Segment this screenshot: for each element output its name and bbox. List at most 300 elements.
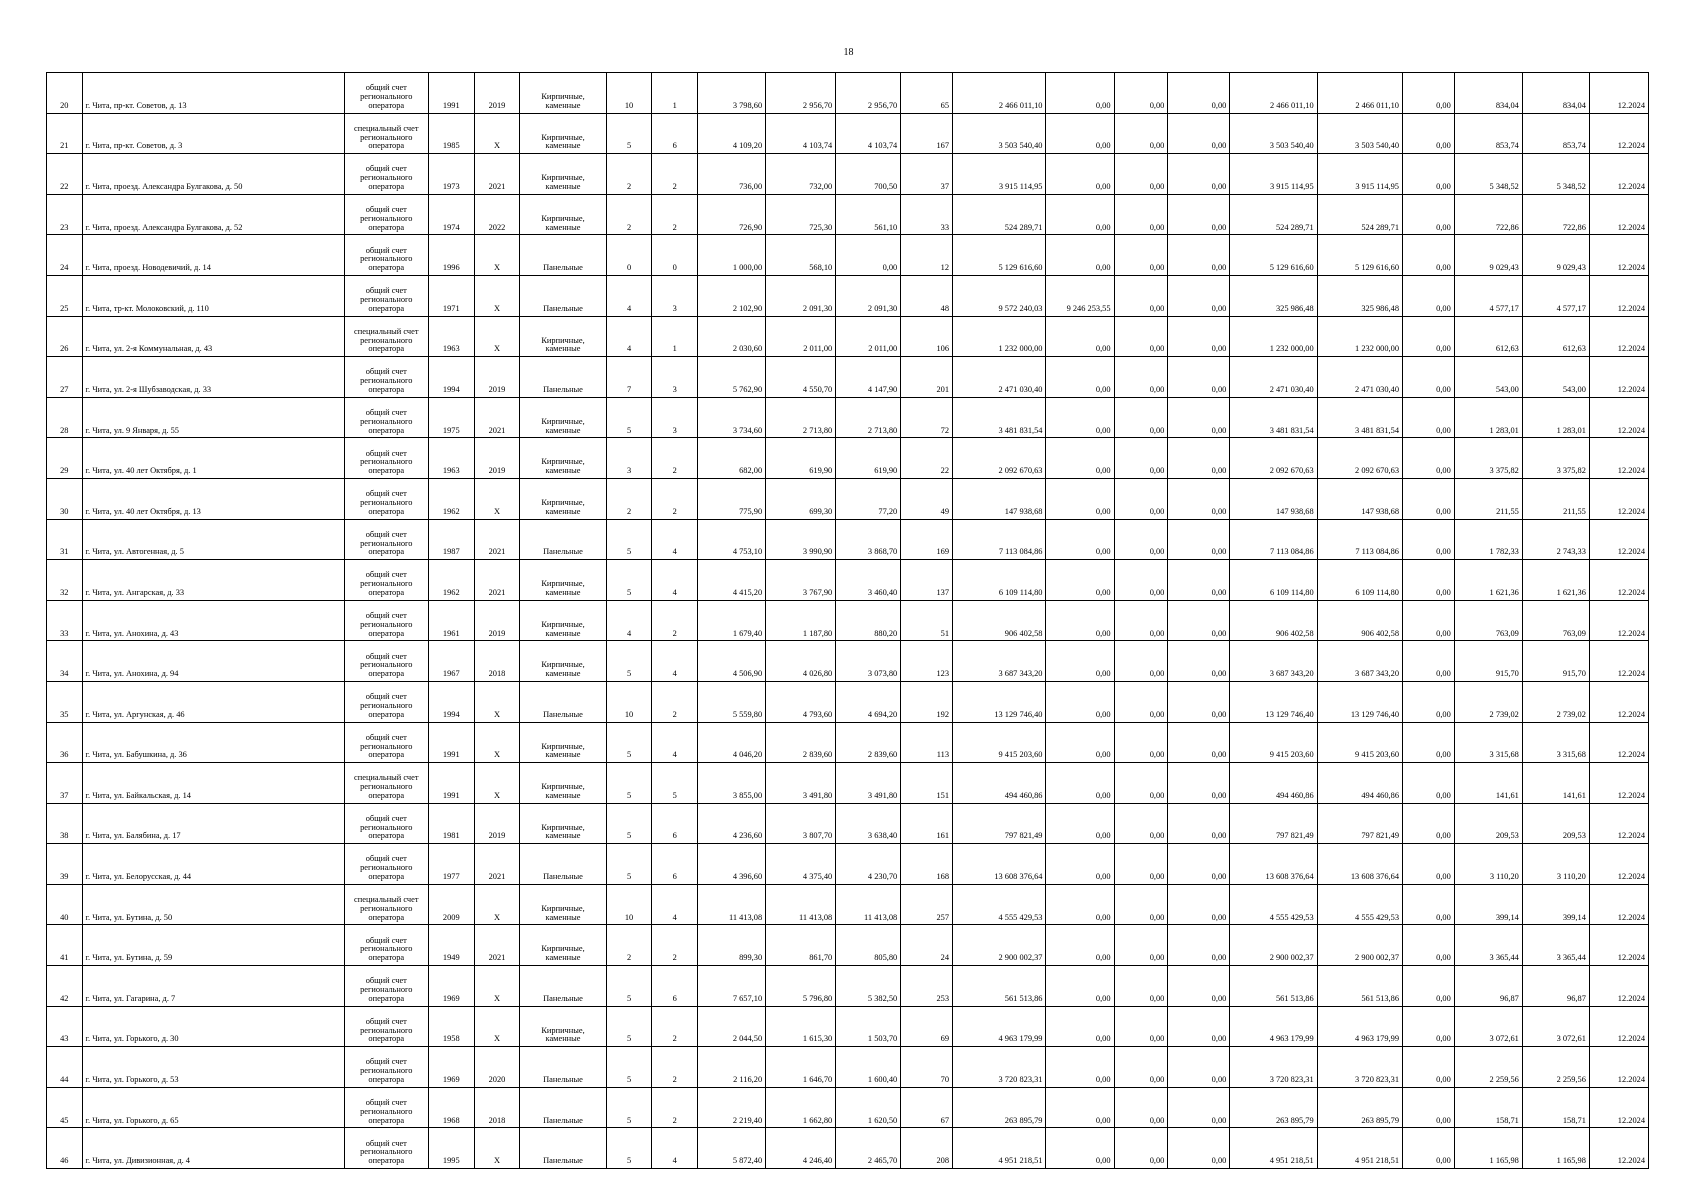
- unit-cost-cell: 211,55: [1454, 478, 1522, 519]
- total-area-cell: 2 219,40: [698, 1087, 766, 1128]
- max-unit-cost-cell: 9 029,43: [1522, 235, 1589, 276]
- row-number-cell: 35: [47, 681, 83, 722]
- account-type-line: общий счет: [365, 570, 407, 580]
- account-type-line: общий счет: [365, 1057, 407, 1067]
- cost-owners-cell: 13 608 376,64: [1230, 844, 1317, 885]
- cost-local-cell: 0,00: [1168, 763, 1230, 804]
- account-type-line: специальный счет: [354, 123, 419, 133]
- account-type-line: общий счет: [365, 1016, 407, 1026]
- year-overhaul-cell: 2019: [474, 73, 520, 114]
- wall-material-cell: [520, 154, 606, 195]
- wall-material-cell: [520, 722, 606, 763]
- account-type-line: регионального: [360, 903, 413, 913]
- address-cell: г. Чита, ул. Горького, д. 53: [82, 1047, 344, 1088]
- wall-material-line: Кирпичные,: [541, 213, 585, 223]
- account-type-line: оператора: [368, 790, 405, 800]
- cost-total-cell: 3 481 831,54: [953, 397, 1046, 438]
- year-built-cell: 1961: [428, 600, 474, 641]
- cost-federal-cell: 0,00: [1046, 722, 1114, 763]
- unit-cost-cell: 4 577,17: [1454, 275, 1522, 316]
- wall-material-cell: [520, 438, 606, 479]
- cost-owners-cell: 7 113 084,86: [1230, 519, 1317, 560]
- wall-material-line: Кирпичные,: [541, 1025, 585, 1035]
- cost-regional-cell: 0,00: [1114, 235, 1168, 276]
- cost-local-cell: 0,00: [1168, 925, 1230, 966]
- cost-federal-cell: 0,00: [1046, 194, 1114, 235]
- wall-material-cell: [520, 681, 606, 722]
- cost-federal-cell: 0,00: [1046, 235, 1114, 276]
- unit-cost-cell: 612,63: [1454, 316, 1522, 357]
- residential-area-cell: 3 868,70: [836, 519, 901, 560]
- cost-account-cell: 3 687 343,20: [1317, 641, 1402, 682]
- floors-cell: 10: [606, 681, 652, 722]
- floors-cell: 5: [606, 1006, 652, 1047]
- cost-other-cell: 0,00: [1403, 600, 1455, 641]
- premises-area-cell: 2 713,80: [766, 397, 836, 438]
- account-type-cell: [344, 194, 428, 235]
- residents-cell: 69: [901, 1006, 953, 1047]
- residents-cell: 208: [901, 1128, 953, 1169]
- residents-cell: 151: [901, 763, 953, 804]
- residents-cell: 167: [901, 113, 953, 154]
- completion-date-cell: 12.2024: [1589, 925, 1648, 966]
- entrances-cell: 3: [652, 397, 698, 438]
- cost-account-cell: 3 720 823,31: [1317, 1047, 1402, 1088]
- total-area-cell: 682,00: [698, 438, 766, 479]
- account-type-cell: [344, 397, 428, 438]
- cost-federal-cell: 0,00: [1046, 519, 1114, 560]
- cost-federal-cell: 0,00: [1046, 803, 1114, 844]
- residents-cell: 161: [901, 803, 953, 844]
- entrances-cell: 1: [652, 316, 698, 357]
- cost-local-cell: 0,00: [1168, 1128, 1230, 1169]
- cost-regional-cell: 0,00: [1114, 357, 1168, 398]
- premises-area-cell: 5 796,80: [766, 966, 836, 1007]
- year-overhaul-cell: Х: [474, 478, 520, 519]
- wall-material-line: каменные: [545, 344, 581, 354]
- year-overhaul-cell: Х: [474, 722, 520, 763]
- account-type-line: общий счет: [365, 935, 407, 945]
- total-area-cell: 899,30: [698, 925, 766, 966]
- completion-date-cell: 12.2024: [1589, 397, 1648, 438]
- completion-date-cell: 12.2024: [1589, 316, 1648, 357]
- premises-area-cell: 11 413,08: [766, 884, 836, 925]
- wall-material-cell: [520, 113, 606, 154]
- floors-cell: 2: [606, 478, 652, 519]
- account-type-cell: [344, 275, 428, 316]
- cost-federal-cell: 0,00: [1046, 1087, 1114, 1128]
- entrances-cell: 2: [652, 154, 698, 195]
- cost-total-cell: 2 471 030,40: [953, 357, 1046, 398]
- cost-account-cell: 3 503 540,40: [1317, 113, 1402, 154]
- table-row: [47, 763, 1649, 804]
- year-built-cell: 2009: [428, 884, 474, 925]
- account-type-cell: [344, 316, 428, 357]
- residents-cell: 65: [901, 73, 953, 114]
- entrances-cell: 2: [652, 1087, 698, 1128]
- cost-total-cell: 2 900 002,37: [953, 925, 1046, 966]
- account-type-line: общий счет: [365, 245, 407, 255]
- table-row: [47, 194, 1649, 235]
- year-built-cell: 1973: [428, 154, 474, 195]
- address-cell: г. Чита, проезд. Александра Булгакова, д. 50: [82, 154, 344, 195]
- wall-material-cell: [520, 73, 606, 114]
- year-built-cell: 1949: [428, 925, 474, 966]
- account-type-line: общий счет: [365, 204, 407, 214]
- account-type-line: оператора: [368, 1075, 405, 1085]
- unit-cost-cell: 1 283,01: [1454, 397, 1522, 438]
- cost-total-cell: 4 951 218,51: [953, 1128, 1046, 1169]
- total-area-cell: 4 396,60: [698, 844, 766, 885]
- completion-date-cell: 12.2024: [1589, 235, 1648, 276]
- table-row: [47, 438, 1649, 479]
- cost-total-cell: 6 109 114,80: [953, 560, 1046, 601]
- year-built-cell: 1977: [428, 844, 474, 885]
- account-type-line: общий счет: [365, 164, 407, 174]
- premises-area-cell: 861,70: [766, 925, 836, 966]
- cost-total-cell: 797 821,49: [953, 803, 1046, 844]
- cost-other-cell: 0,00: [1403, 722, 1455, 763]
- cost-other-cell: 0,00: [1403, 925, 1455, 966]
- row-number-cell: 39: [47, 844, 83, 885]
- row-number-cell: 23: [47, 194, 83, 235]
- floors-cell: 5: [606, 1128, 652, 1169]
- cost-total-cell: 5 129 616,60: [953, 235, 1046, 276]
- account-type-line: оператора: [368, 709, 405, 719]
- floors-cell: 4: [606, 275, 652, 316]
- premises-area-cell: 1 646,70: [766, 1047, 836, 1088]
- residential-area-cell: 619,90: [836, 438, 901, 479]
- account-type-line: оператора: [368, 263, 405, 273]
- cost-owners-cell: 494 460,86: [1230, 763, 1317, 804]
- account-type-line: общий счет: [365, 529, 407, 539]
- entrances-cell: 2: [652, 194, 698, 235]
- residents-cell: 253: [901, 966, 953, 1007]
- cost-other-cell: 0,00: [1403, 844, 1455, 885]
- account-type-line: регионального: [360, 254, 413, 264]
- cost-local-cell: 0,00: [1168, 154, 1230, 195]
- cost-local-cell: 0,00: [1168, 560, 1230, 601]
- year-overhaul-cell: Х: [474, 763, 520, 804]
- cost-federal-cell: 0,00: [1046, 1006, 1114, 1047]
- account-type-line: общий счет: [365, 976, 407, 986]
- cost-account-cell: 263 895,79: [1317, 1087, 1402, 1128]
- account-type-line: оператора: [368, 466, 405, 476]
- floors-cell: 5: [606, 722, 652, 763]
- residents-cell: 37: [901, 154, 953, 195]
- cost-federal-cell: 0,00: [1046, 316, 1114, 357]
- entrances-cell: 2: [652, 478, 698, 519]
- account-type-line: регионального: [360, 132, 413, 142]
- account-type-line: регионального: [360, 782, 413, 792]
- cost-owners-cell: 524 289,71: [1230, 194, 1317, 235]
- year-built-cell: 1987: [428, 519, 474, 560]
- wall-material-cell: [520, 884, 606, 925]
- max-unit-cost-cell: 3 365,44: [1522, 925, 1589, 966]
- wall-material-cell: [520, 1047, 606, 1088]
- residents-cell: 67: [901, 1087, 953, 1128]
- wall-material-line: каменные: [545, 1034, 581, 1044]
- cost-total-cell: 9 572 240,03: [953, 275, 1046, 316]
- account-type-line: регионального: [360, 944, 413, 954]
- premises-area-cell: 3 491,80: [766, 763, 836, 804]
- row-number-cell: 33: [47, 600, 83, 641]
- address-cell: г. Чита, ул. 40 лет Октября, д. 1: [82, 438, 344, 479]
- table-row: [47, 1087, 1649, 1128]
- unit-cost-cell: 3 110,20: [1454, 844, 1522, 885]
- cost-local-cell: 0,00: [1168, 1047, 1230, 1088]
- cost-regional-cell: 0,00: [1114, 194, 1168, 235]
- account-type-cell: [344, 763, 428, 804]
- wall-material-line: каменные: [545, 790, 581, 800]
- cost-regional-cell: 0,00: [1114, 925, 1168, 966]
- account-type-line: оператора: [368, 344, 405, 354]
- account-type-cell: [344, 600, 428, 641]
- wall-material-line: Кирпичные,: [541, 457, 585, 467]
- year-overhaul-cell: 2021: [474, 397, 520, 438]
- cost-local-cell: 0,00: [1168, 844, 1230, 885]
- cost-owners-cell: 2 471 030,40: [1230, 357, 1317, 398]
- premises-area-cell: 2 091,30: [766, 275, 836, 316]
- entrances-cell: 3: [652, 275, 698, 316]
- wall-material-line: каменные: [545, 953, 581, 963]
- cost-other-cell: 0,00: [1403, 275, 1455, 316]
- completion-date-cell: 12.2024: [1589, 1006, 1648, 1047]
- floors-cell: 5: [606, 803, 652, 844]
- wall-material-line: Кирпичные,: [541, 619, 585, 629]
- account-type-line: регионального: [360, 700, 413, 710]
- cost-federal-cell: 0,00: [1046, 1047, 1114, 1088]
- address-cell: г. Чита, ул. Ангарская, д. 33: [82, 560, 344, 601]
- residential-area-cell: 2 091,30: [836, 275, 901, 316]
- unit-cost-cell: 3 072,61: [1454, 1006, 1522, 1047]
- entrances-cell: 5: [652, 763, 698, 804]
- account-type-cell: [344, 1087, 428, 1128]
- residents-cell: 24: [901, 925, 953, 966]
- cost-federal-cell: 0,00: [1046, 641, 1114, 682]
- completion-date-cell: 12.2024: [1589, 966, 1648, 1007]
- year-built-cell: 1995: [428, 1128, 474, 1169]
- cost-total-cell: 7 113 084,86: [953, 519, 1046, 560]
- wall-material-line: каменные: [545, 466, 581, 476]
- residential-area-cell: 3 073,80: [836, 641, 901, 682]
- cost-federal-cell: 0,00: [1046, 357, 1114, 398]
- cost-account-cell: 2 471 030,40: [1317, 357, 1402, 398]
- account-type-cell: [344, 560, 428, 601]
- account-type-cell: [344, 1128, 428, 1169]
- table-row: [47, 1006, 1649, 1047]
- account-type-line: оператора: [368, 303, 405, 313]
- table-row: [47, 844, 1649, 885]
- account-type-line: общий счет: [365, 1138, 407, 1148]
- cost-regional-cell: 0,00: [1114, 1087, 1168, 1128]
- cost-regional-cell: 0,00: [1114, 397, 1168, 438]
- address-cell: г. Чита, ул. 2-я Коммунальная, д. 43: [82, 316, 344, 357]
- cost-total-cell: 3 720 823,31: [953, 1047, 1046, 1088]
- year-built-cell: 1969: [428, 966, 474, 1007]
- premises-area-cell: 1 662,80: [766, 1087, 836, 1128]
- cost-account-cell: 2 900 002,37: [1317, 925, 1402, 966]
- address-cell: г. Чита, пр-кт. Советов, д. 3: [82, 113, 344, 154]
- account-type-line: оператора: [368, 1115, 405, 1125]
- wall-material-cell: [520, 641, 606, 682]
- row-number-cell: 36: [47, 722, 83, 763]
- premises-area-cell: 2 956,70: [766, 73, 836, 114]
- max-unit-cost-cell: 2 739,02: [1522, 681, 1589, 722]
- cost-other-cell: 0,00: [1403, 681, 1455, 722]
- wall-material-cell: [520, 357, 606, 398]
- page-number: 18: [843, 47, 854, 58]
- cost-owners-cell: 5 129 616,60: [1230, 235, 1317, 276]
- cost-other-cell: 0,00: [1403, 1087, 1455, 1128]
- floors-cell: 5: [606, 519, 652, 560]
- cost-other-cell: 0,00: [1403, 1047, 1455, 1088]
- cost-total-cell: 13 608 376,64: [953, 844, 1046, 885]
- completion-date-cell: 12.2024: [1589, 438, 1648, 479]
- total-area-cell: 5 559,80: [698, 681, 766, 722]
- account-type-line: оператора: [368, 506, 405, 516]
- cost-total-cell: 3 503 540,40: [953, 113, 1046, 154]
- cost-total-cell: 147 938,68: [953, 478, 1046, 519]
- cost-other-cell: 0,00: [1403, 1006, 1455, 1047]
- premises-area-cell: 732,00: [766, 154, 836, 195]
- max-unit-cost-cell: 96,87: [1522, 966, 1589, 1007]
- cost-total-cell: 1 232 000,00: [953, 316, 1046, 357]
- residential-area-cell: 3 460,40: [836, 560, 901, 601]
- residential-area-cell: 4 103,74: [836, 113, 901, 154]
- wall-material-line: Панельные: [543, 1156, 583, 1166]
- wall-material-cell: [520, 235, 606, 276]
- cost-owners-cell: 797 821,49: [1230, 803, 1317, 844]
- total-area-cell: 4 236,60: [698, 803, 766, 844]
- cost-federal-cell: 9 246 253,55: [1046, 275, 1114, 316]
- account-type-cell: [344, 478, 428, 519]
- unit-cost-cell: 2 739,02: [1454, 681, 1522, 722]
- premises-area-cell: 568,10: [766, 235, 836, 276]
- premises-area-cell: 1 187,80: [766, 600, 836, 641]
- residential-area-cell: 0,00: [836, 235, 901, 276]
- account-type-cell: [344, 1047, 428, 1088]
- cost-other-cell: 0,00: [1403, 560, 1455, 601]
- cost-account-cell: 9 415 203,60: [1317, 722, 1402, 763]
- cost-owners-cell: 3 687 343,20: [1230, 641, 1317, 682]
- cost-regional-cell: 0,00: [1114, 478, 1168, 519]
- year-overhaul-cell: Х: [474, 1006, 520, 1047]
- wall-material-cell: [520, 519, 606, 560]
- year-built-cell: 1967: [428, 641, 474, 682]
- address-cell: г. Чита, ул. Бутина, д. 59: [82, 925, 344, 966]
- wall-material-cell: [520, 560, 606, 601]
- cost-account-cell: 5 129 616,60: [1317, 235, 1402, 276]
- wall-material-line: Кирпичные,: [541, 497, 585, 507]
- account-type-line: общий счет: [365, 1098, 407, 1108]
- total-area-cell: 4 415,20: [698, 560, 766, 601]
- wall-material-line: Панельные: [543, 993, 583, 1003]
- address-cell: г. Чита, ул. Байкальская, д. 14: [82, 763, 344, 804]
- account-type-line: оператора: [368, 547, 405, 557]
- address-cell: г. Чита, ул. 40 лет Октября, д. 13: [82, 478, 344, 519]
- max-unit-cost-cell: 853,74: [1522, 113, 1589, 154]
- row-number-cell: 32: [47, 560, 83, 601]
- cost-owners-cell: 3 503 540,40: [1230, 113, 1317, 154]
- total-area-cell: 736,00: [698, 154, 766, 195]
- max-unit-cost-cell: 5 348,52: [1522, 154, 1589, 195]
- wall-material-line: каменные: [545, 100, 581, 110]
- account-type-line: регионального: [360, 579, 413, 589]
- entrances-cell: 2: [652, 681, 698, 722]
- account-type-line: оператора: [368, 141, 405, 151]
- wall-material-line: каменные: [545, 912, 581, 922]
- year-overhaul-cell: Х: [474, 1128, 520, 1169]
- residents-cell: 113: [901, 722, 953, 763]
- completion-date-cell: 12.2024: [1589, 1128, 1648, 1169]
- year-built-cell: 1963: [428, 438, 474, 479]
- address-cell: г. Чита, ул. Дивизионная, д. 4: [82, 1128, 344, 1169]
- cost-regional-cell: 0,00: [1114, 560, 1168, 601]
- cost-total-cell: 4 963 179,99: [953, 1006, 1046, 1047]
- cost-federal-cell: 0,00: [1046, 844, 1114, 885]
- floors-cell: 7: [606, 357, 652, 398]
- residents-cell: 201: [901, 357, 953, 398]
- account-type-line: регионального: [360, 294, 413, 304]
- max-unit-cost-cell: 612,63: [1522, 316, 1589, 357]
- year-overhaul-cell: Х: [474, 884, 520, 925]
- residents-cell: 123: [901, 641, 953, 682]
- premises-area-cell: 3 807,70: [766, 803, 836, 844]
- table-row: [47, 803, 1649, 844]
- floors-cell: 3: [606, 438, 652, 479]
- entrances-cell: 2: [652, 438, 698, 479]
- account-type-line: общий счет: [365, 489, 407, 499]
- entrances-cell: 1: [652, 73, 698, 114]
- unit-cost-cell: 5 348,52: [1454, 154, 1522, 195]
- account-type-line: оператора: [368, 669, 405, 679]
- total-area-cell: 2 044,50: [698, 1006, 766, 1047]
- premises-area-cell: 1 615,30: [766, 1006, 836, 1047]
- residential-area-cell: 805,80: [836, 925, 901, 966]
- wall-material-cell: [520, 1087, 606, 1128]
- account-type-line: регионального: [360, 1106, 413, 1116]
- address-cell: г. Чита, ул. 9 Января, д. 55: [82, 397, 344, 438]
- year-overhaul-cell: 2021: [474, 154, 520, 195]
- residents-cell: 72: [901, 397, 953, 438]
- residential-area-cell: 4 147,90: [836, 357, 901, 398]
- total-area-cell: 2 102,90: [698, 275, 766, 316]
- cost-other-cell: 0,00: [1403, 966, 1455, 1007]
- wall-material-line: Кирпичные,: [541, 903, 585, 913]
- premises-area-cell: 725,30: [766, 194, 836, 235]
- max-unit-cost-cell: 915,70: [1522, 641, 1589, 682]
- address-cell: г. Чита, ул. Автогенная, д. 5: [82, 519, 344, 560]
- premises-area-cell: 4 550,70: [766, 357, 836, 398]
- wall-material-line: Кирпичные,: [541, 173, 585, 183]
- total-area-cell: 5 762,90: [698, 357, 766, 398]
- account-type-line: общий счет: [365, 83, 407, 93]
- residential-area-cell: 3 638,40: [836, 803, 901, 844]
- completion-date-cell: 12.2024: [1589, 763, 1648, 804]
- premises-area-cell: 2 011,00: [766, 316, 836, 357]
- entrances-cell: 2: [652, 1006, 698, 1047]
- entrances-cell: 0: [652, 235, 698, 276]
- floors-cell: 5: [606, 763, 652, 804]
- cost-regional-cell: 0,00: [1114, 154, 1168, 195]
- address-cell: г. Чита, проезд. Александра Булгакова, д. 52: [82, 194, 344, 235]
- residential-area-cell: 700,50: [836, 154, 901, 195]
- total-area-cell: 11 413,08: [698, 884, 766, 925]
- cost-local-cell: 0,00: [1168, 641, 1230, 682]
- premises-area-cell: 3 767,90: [766, 560, 836, 601]
- residential-area-cell: 4 694,20: [836, 681, 901, 722]
